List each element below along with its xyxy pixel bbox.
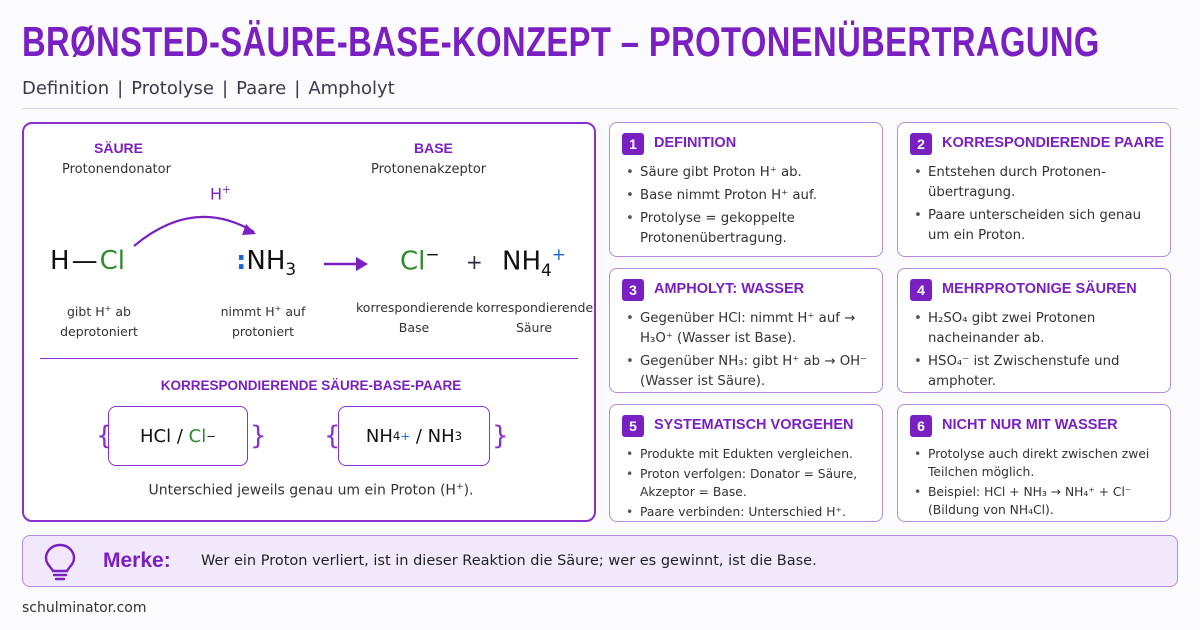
hydrogen-atom: H: [50, 246, 70, 276]
card-bullet: • Gegenüber NH₃: gibt H⁺ ab → OH⁻ (Wasser ist Säure).: [624, 352, 874, 392]
conjugate-base-caption: [356, 298, 472, 338]
ammonium-text: NH: [502, 246, 541, 277]
pair-acid: HCl: [140, 425, 172, 447]
header-divider: [22, 108, 1178, 109]
note-charge: +: [455, 482, 464, 492]
card-title: SYSTEMATISCH VORGEHEN: [654, 417, 854, 433]
note-text: Unterschied jeweils genau um ein Proton (H: [148, 482, 456, 499]
card-bullet: • Gegenüber HCl: nimmt H⁺ auf → H₃O⁺ (Wasser ist Base).: [624, 309, 874, 349]
card-bullet: • Protolyse = gekoppelte Protonenübertragung.: [624, 209, 874, 249]
card-title: MEHRPROTONIGE SÄUREN: [942, 281, 1137, 297]
pair-slash: /: [410, 425, 428, 447]
page-title: BRØNSTED-SÄURE-BASE-KONZEPT – PROTONENÜBERTRAGUNG: [22, 18, 1100, 65]
caption-text: auf: [281, 304, 306, 320]
card-systematic-approach: [609, 404, 883, 522]
pair-base: NH: [427, 425, 455, 447]
pair-box-hcl: [108, 406, 248, 466]
product-chloride: [400, 244, 440, 277]
caption-text: Säure: [515, 320, 553, 335]
ammonium-subscript: 4: [541, 259, 552, 280]
subtitle-separator: |: [117, 78, 124, 99]
product-ammonium: [502, 244, 566, 280]
bond: —: [71, 246, 98, 276]
acid-subheading: Protonendonator: [62, 162, 171, 177]
acid-formula-hcl: [50, 246, 125, 276]
conjugate-acid-caption: [476, 298, 592, 338]
merke-box: [22, 535, 1178, 587]
proton-charge: +: [222, 184, 231, 196]
chlorine-atom: Cl: [99, 246, 125, 276]
card-number: 1: [622, 133, 644, 155]
card-number: 3: [622, 279, 644, 301]
pair-acid: NH: [365, 425, 393, 447]
caption-text: Base: [398, 320, 430, 335]
merke-label: Merke:: [103, 549, 171, 572]
nh3-text: NH: [246, 246, 286, 276]
pair-subscript: 3: [454, 429, 463, 443]
plus-sign: +: [466, 250, 483, 274]
pair-box-nh4: [338, 406, 490, 466]
right-brace-icon: }: [492, 421, 509, 451]
proton-transfer-arrow-icon: [124, 202, 274, 252]
pair-base: Cl: [188, 425, 207, 447]
caption-text: korrespondierende: [476, 300, 594, 315]
caption-text: deprotoniert: [60, 324, 138, 340]
card-title: AMPHOLYT: WASSER: [654, 281, 805, 297]
subtitle-separator: |: [221, 78, 229, 99]
right-brace-icon: }: [250, 421, 267, 451]
ammonium-charge: +: [551, 244, 566, 264]
subtitle-item: Ampholyt: [308, 78, 395, 99]
panel-divider: [40, 358, 578, 359]
footer-brand: schulminator.com: [22, 600, 147, 616]
caption-text: nimmt H: [220, 304, 275, 320]
caption-charge: +: [274, 303, 282, 313]
caption-text: korrespondierende: [356, 300, 474, 315]
proton-symbol: H: [210, 184, 223, 204]
subtitle-item: Paare: [236, 78, 287, 99]
card-definition: [609, 122, 883, 257]
card-bullet: • Beispiel: HCl + NH₃ → NH₄⁺ + Cl⁻ (Bildung von NH₄Cl).: [912, 483, 1162, 519]
card-number: 5: [622, 415, 644, 437]
merke-text: Wer ein Proton verliert, ist in dieser Reaktion die Säure; wer es gewinnt, ist die Base.: [201, 553, 817, 569]
base-subheading: Protonenakzeptor: [371, 162, 487, 177]
card-bullet: • Paare verbinden: Unterschied H⁺.: [624, 503, 874, 521]
subtitle-item: Definition: [22, 78, 110, 99]
pair-slash: /: [171, 425, 189, 447]
card-bullet: • HSO₄⁻ ist Zwischenstufe und amphoter.: [912, 352, 1162, 392]
card-not-only-water: [897, 404, 1171, 522]
card-number: 6: [910, 415, 932, 437]
card-title: NICHT NUR MIT WASSER: [942, 417, 1118, 433]
card-bullet: • Paare unterscheiden sich genau um ein Proton.: [912, 206, 1162, 246]
chloride-charge: −: [425, 244, 440, 264]
page-subtitle: [22, 78, 395, 99]
acid-heading: SÄURE: [94, 140, 144, 156]
lone-pair: :: [236, 246, 247, 276]
card-bullet: • Säure gibt Proton H⁺ ab.: [624, 163, 874, 183]
card-polyprotic-acids: [897, 268, 1171, 393]
card-bullet: • Produkte mit Edukten vergleichen.: [624, 445, 874, 463]
pair-charge: +: [400, 429, 411, 443]
nh3-subscript: 3: [285, 259, 297, 280]
left-brace-icon: {: [96, 421, 113, 451]
card-bullet: • Proton verfolgen: Donator = Säure, Akzeptor = Base.: [624, 465, 874, 501]
caption-text: ab: [111, 304, 131, 320]
subtitle-item: Protolyse: [131, 78, 214, 99]
base-heading: BASE: [414, 140, 453, 156]
lightbulb-icon: [41, 542, 79, 582]
pair-charge: −: [206, 429, 216, 443]
card-bullet: • Entstehen durch Protonen-übertragung.: [912, 163, 1162, 203]
caption-text: protoniert: [231, 324, 295, 340]
card-bullet: • Base nimmt Proton H⁺ auf.: [624, 186, 874, 206]
acid-caption: [44, 298, 154, 342]
left-brace-icon: {: [324, 421, 341, 451]
card-title: DEFINITION: [654, 135, 737, 151]
caption-text: gibt H: [67, 304, 105, 320]
card-bullet: • H₂SO₄ gibt zwei Protonen nacheinander ab.: [912, 309, 1162, 349]
chloride-text: Cl: [400, 246, 426, 277]
reaction-panel: [22, 122, 596, 522]
pairs-note: [24, 482, 598, 499]
card-number: 4: [910, 279, 932, 301]
card-title: KORRESPONDIERENDE PAARE: [942, 135, 1165, 151]
proton-transfer-label: [210, 184, 231, 203]
pairs-title: KORRESPONDIERENDE SÄURE-BASE-PAARE: [160, 378, 462, 393]
subtitle-separator: |: [294, 78, 301, 99]
note-text: ).: [463, 482, 474, 499]
reaction-arrow-icon: [322, 252, 370, 276]
pair-subscript: 4: [392, 429, 401, 443]
base-caption: [208, 298, 318, 342]
card-conjugate-pairs: [897, 122, 1171, 257]
card-bullet: • Protolyse auch direkt zwischen zwei Teilchen möglich.: [912, 445, 1162, 481]
caption-charge: +: [104, 303, 112, 313]
card-number: 2: [910, 133, 932, 155]
card-ampholyte: [609, 268, 883, 393]
base-formula-nh3: [236, 246, 296, 279]
